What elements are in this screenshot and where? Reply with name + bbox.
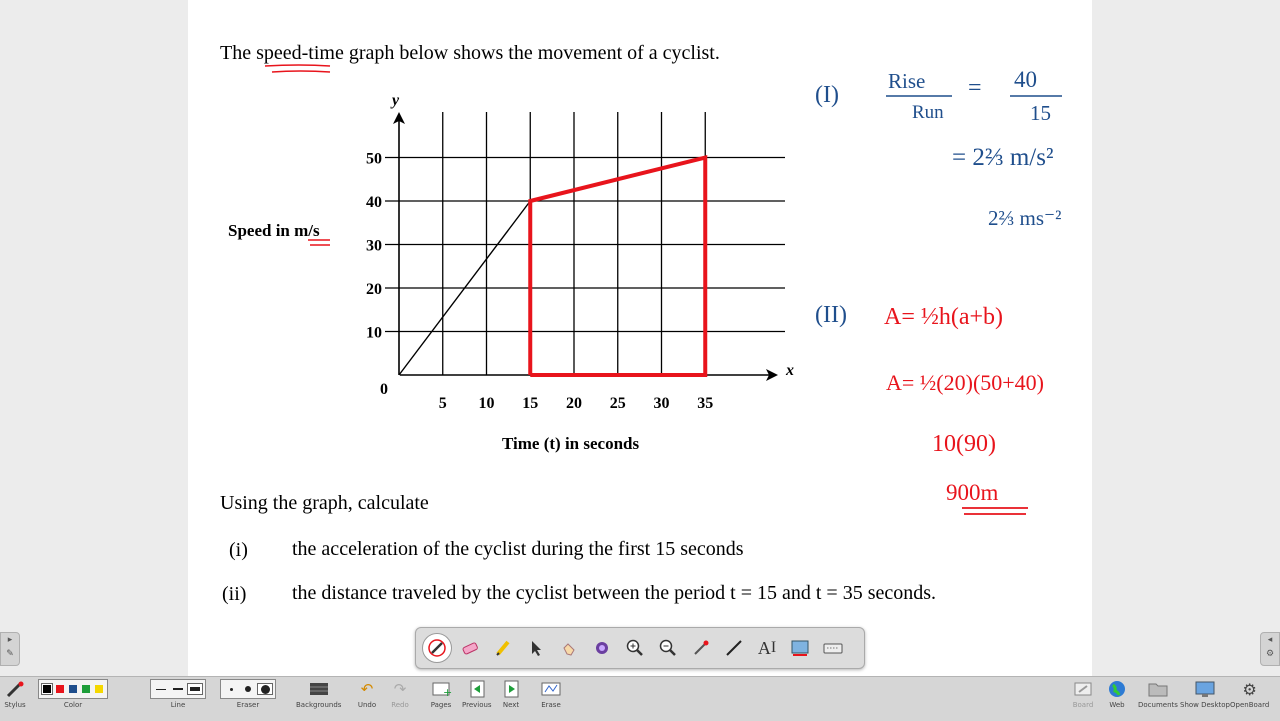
color-swatch[interactable] (67, 683, 79, 695)
intro-text: The speed-time graph below shows the movement of a cyclist. (220, 42, 720, 64)
previous-page-button[interactable] (462, 679, 492, 709)
keyboard-icon[interactable] (818, 633, 848, 663)
part1-line3: 2⅔ ms⁻² (988, 206, 1062, 230)
folder-icon (1147, 679, 1169, 699)
color-swatch-fill (82, 685, 90, 693)
question-1-number: (i) (229, 539, 248, 561)
x-tick-label: 5 (438, 395, 447, 412)
chevron-right-icon: ▸ (7, 635, 13, 645)
text-tool-letter: A (757, 637, 771, 658)
part1-line2: = 2⅔ m/s² (952, 144, 1054, 171)
y-axis-letter: y (392, 92, 400, 109)
erase-button[interactable] (540, 679, 562, 709)
y-axis-label: Speed in m/s (228, 221, 320, 240)
next-label: Next (502, 701, 520, 709)
show-desktop-label: Show Desktop (1180, 701, 1230, 709)
part2-line2: A= ½(20)(50+40) (886, 370, 1045, 395)
backgrounds-icon (308, 679, 330, 699)
x-tick-labels (439, 395, 714, 412)
color-swatch-fill (56, 685, 64, 693)
previous-page-icon (466, 679, 488, 699)
zoom-in-icon[interactable] (620, 633, 650, 663)
y-tick-label: 20 (366, 281, 382, 298)
web-button[interactable] (1106, 679, 1128, 709)
board-button[interactable] (1072, 679, 1094, 709)
part2-line3: 10(90) (932, 431, 996, 457)
backgrounds-label: Backgrounds (296, 701, 342, 709)
zoom-out-icon[interactable] (653, 633, 683, 663)
previous-label: Previous (462, 701, 492, 709)
show-desktop-button[interactable] (1180, 679, 1230, 709)
pointer-icon[interactable] (521, 633, 551, 663)
floating-tool-palette (415, 627, 865, 669)
picker-icon[interactable] (686, 633, 716, 663)
line-label: Line (170, 701, 186, 709)
redo-icon: ↷ (393, 680, 407, 698)
pen-tab-icon: ✎ (6, 649, 14, 659)
part1-numerator: 40 (1014, 67, 1037, 92)
y-tick-labels (366, 151, 382, 342)
erase-icon (540, 679, 562, 699)
part1-equals: = (968, 75, 982, 101)
part1-rise: Rise (888, 69, 926, 93)
x-tick-label: 10 (478, 395, 495, 412)
line-icon[interactable] (719, 633, 749, 663)
eraser-size-options (220, 679, 276, 699)
part1-number: (I) (815, 82, 839, 108)
text-icon[interactable] (752, 633, 782, 663)
x-tick-label: 20 (566, 395, 582, 412)
instruction-text: Using the graph, calculate (220, 492, 429, 514)
eraser-label: Eraser (236, 701, 260, 709)
stylus-icon (4, 679, 26, 699)
line-thin-button[interactable] (153, 683, 169, 695)
add-page-icon (430, 679, 452, 699)
eraser-group (220, 679, 276, 709)
eraser-small-button[interactable] (223, 683, 239, 695)
part1-run: Run (912, 102, 944, 123)
openboard-label: OpenBoard (1230, 701, 1270, 709)
part1-denominator: 15 (1030, 101, 1051, 125)
openboard-menu-button[interactable] (1230, 679, 1269, 709)
settings-gear-icon: ⚙ (1242, 679, 1257, 699)
next-page-icon (500, 679, 522, 699)
pages-button[interactable] (430, 679, 452, 709)
chart-series (399, 158, 705, 376)
x-tick-label: 25 (609, 395, 626, 412)
question-2-text: the distance traveled by the cyclist between the period t = 15 and t = 35 seconds. (292, 582, 937, 604)
y-tick-label: 50 (366, 150, 382, 168)
undo-button[interactable] (356, 679, 378, 709)
x-tick-label: 30 (653, 395, 670, 412)
color-label: Color (63, 701, 83, 709)
color-swatch[interactable] (93, 683, 105, 695)
x-axis-letter: x (786, 362, 794, 379)
x-tick-label: 35 (697, 395, 714, 412)
pages-label: Pages (430, 701, 452, 709)
y-tick-label: 30 (366, 237, 382, 255)
color-swatch[interactable] (41, 683, 53, 695)
line-group (150, 679, 206, 709)
underline-annotation (265, 65, 330, 72)
part2-answer: 900m (946, 480, 999, 505)
eraser-icon[interactable] (455, 633, 485, 663)
color-group (38, 679, 108, 709)
settings-tab-icon: ⚙ (1265, 649, 1275, 659)
part2-line1: A= ½h(a+b) (884, 304, 1004, 330)
x-axis-label: Time (t) in seconds (502, 434, 640, 453)
erase-label: Erase (541, 701, 561, 709)
stylus-label: Stylus (4, 701, 26, 709)
part2-number: (II) (815, 302, 847, 328)
text-tool-cursor: I (770, 639, 777, 656)
handwritten-part-2 (815, 302, 1044, 514)
color-swatch-fill (43, 685, 51, 693)
board-icon (1072, 679, 1094, 699)
line-medium-button[interactable] (170, 683, 186, 695)
color-swatch[interactable] (80, 683, 92, 695)
line-thick-button[interactable] (187, 683, 203, 695)
web-label: Web (1109, 701, 1125, 709)
left-panel-tab[interactable] (0, 632, 20, 666)
documents-label: Documents (1138, 701, 1178, 709)
graph-axes (393, 112, 778, 381)
undo-icon: ↶ (360, 680, 374, 698)
pen-icon[interactable] (422, 633, 452, 663)
right-panel-tab[interactable] (1260, 632, 1280, 666)
color-swatch-fill (95, 685, 103, 693)
backgrounds-button[interactable] (296, 679, 341, 709)
bottom-toolbar (0, 676, 1280, 721)
hand-icon[interactable] (554, 633, 584, 663)
documents-button[interactable] (1138, 679, 1178, 709)
chevron-left-icon: ◂ (1267, 635, 1273, 645)
y-tick-label: 40 (366, 194, 382, 211)
board-label: Board (1072, 701, 1094, 709)
color-swatches (38, 679, 108, 699)
color-swatch-fill (69, 685, 77, 693)
ms-underline-annotation (308, 240, 330, 245)
answer-underline-annotation (962, 508, 1028, 514)
color-swatch[interactable] (54, 683, 66, 695)
line-width-options (150, 679, 206, 699)
eraser-large-button[interactable] (257, 683, 273, 695)
redo-label: Redo (391, 701, 409, 709)
eraser-medium-button[interactable] (240, 683, 256, 695)
redo-button[interactable] (389, 679, 411, 709)
handwritten-part-1 (815, 67, 1062, 230)
graph-grid (385, 112, 785, 375)
y-tick-label: 10 (366, 324, 382, 342)
question-1-text: the acceleration of the cyclist during the first 15 seconds (292, 538, 744, 560)
origin-label: 0 (380, 381, 388, 398)
stylus-button[interactable] (4, 679, 26, 709)
svg-text:+: + (443, 686, 453, 699)
web-globe-icon (1106, 679, 1128, 699)
next-page-button[interactable] (500, 679, 522, 709)
capture-icon[interactable] (785, 633, 815, 663)
question-2-number: (ii) (222, 583, 247, 605)
laser-pointer-icon[interactable] (587, 633, 617, 663)
marker-icon[interactable] (488, 633, 518, 663)
desktop-icon (1194, 679, 1216, 699)
x-tick-label: 15 (522, 395, 539, 412)
undo-label: Undo (357, 701, 377, 709)
